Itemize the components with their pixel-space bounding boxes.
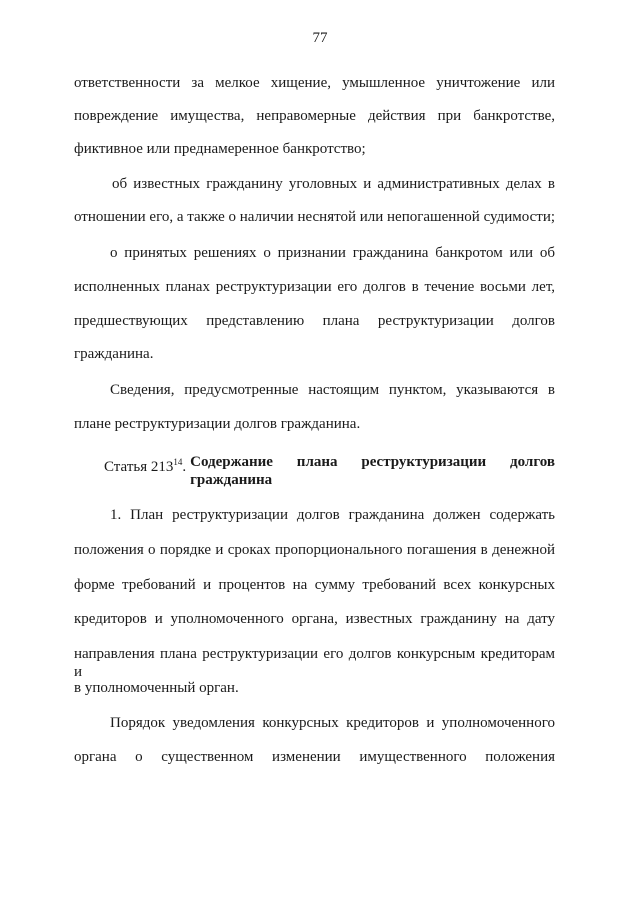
text-line: направления плана реструктуризации его долгов конкурсным кредиторам и [74, 646, 555, 680]
text-line: плане реструктуризации долгов гражданина. [74, 416, 361, 432]
text-line: в уполномоченный орган. [74, 680, 239, 696]
article-title-line: Содержание плана реструктуризации долгов [190, 454, 555, 470]
text-line: фиктивное или преднамеренное банкротство; [74, 141, 366, 157]
article-heading [104, 453, 555, 489]
text-line: о принятых решениях о признании гражданина банкротом или об [110, 245, 555, 261]
text-line: об известных гражданину уголовных и административных делах в [112, 176, 555, 192]
text-line: форме требований и процентов на сумму требований всех конкурсных [74, 577, 555, 593]
text-line: 1. План реструктуризации долгов гражданина должен содержать [110, 507, 555, 523]
page-number: 77 [312, 30, 328, 46]
text-line: положения о порядке и сроках пропорционального погашения в денежной [74, 542, 555, 558]
article-superscript: 14 [173, 457, 183, 467]
text-line: предшествующих представлению плана реструктуризации долгов [74, 313, 555, 329]
text-line: Порядок уведомления конкурсных кредиторов и уполномоченного [110, 715, 555, 731]
text-line: исполненных планах реструктуризации его долгов в течение восьми лет, [74, 279, 555, 295]
text-line: отношении его, а также о наличии неснятой или непогашенной судимости; [74, 209, 556, 225]
text-line: повреждение имущества, неправомерные действия при банкротстве, [74, 108, 555, 124]
text-line: кредиторов и уполномоченного органа, известных гражданину на дату [74, 611, 555, 627]
text-line: гражданина. [74, 346, 154, 362]
text-line: органа о существенном изменении имущественного положения [74, 749, 555, 765]
article-title-line: гражданина [190, 472, 273, 488]
text-line: Сведения, предусмотренные настоящим пунктом, указываются в [110, 382, 555, 398]
article-title [190, 453, 555, 489]
text-line: ответственности за мелкое хищение, умышленное уничтожение или [74, 75, 555, 91]
article-number: Статья $213^{14}$. [104, 457, 187, 475]
